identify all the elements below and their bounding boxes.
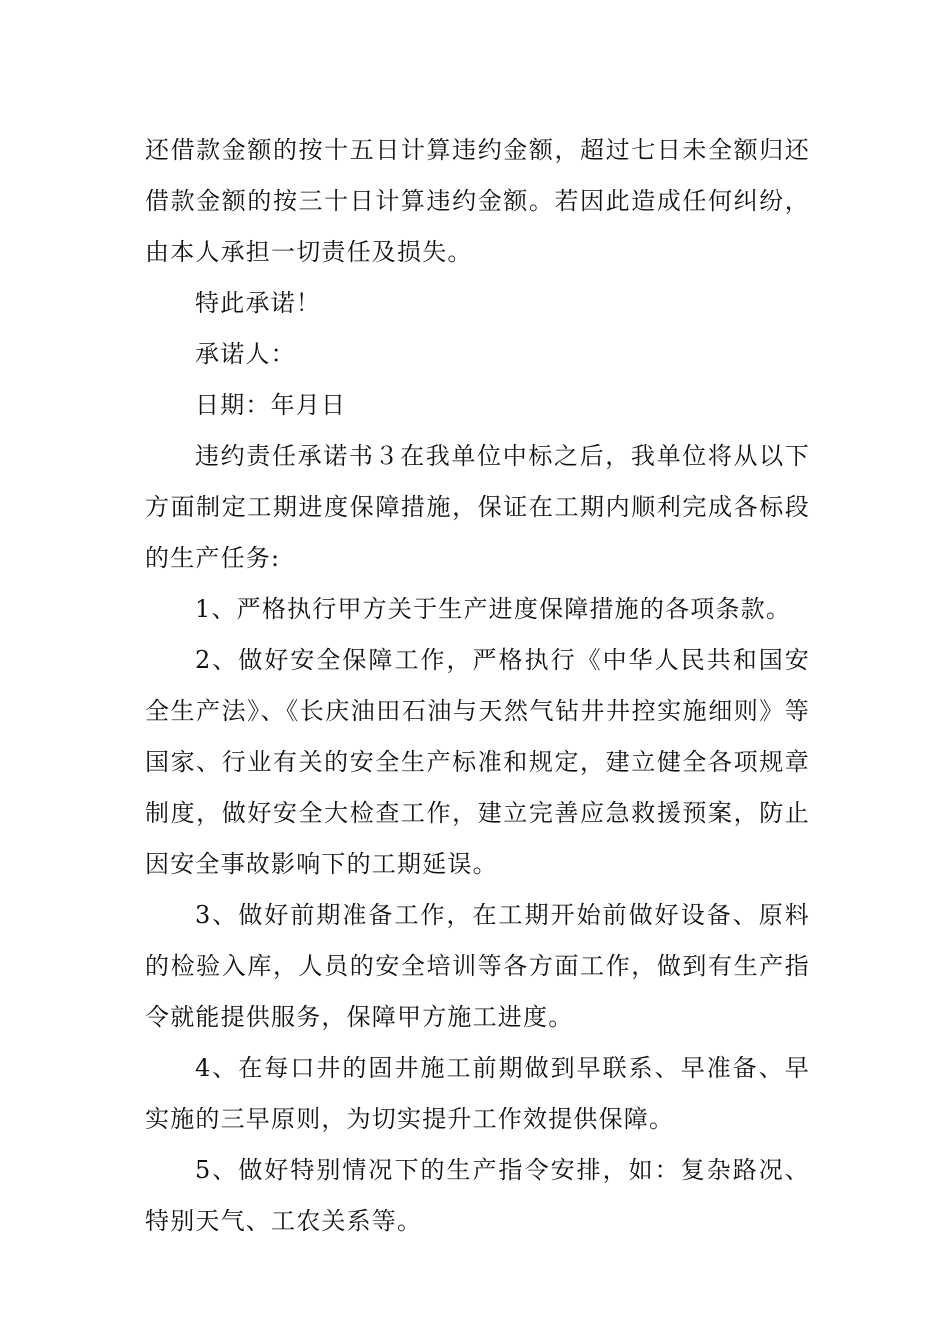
paragraph-item-1: 1、严格执行甲方关于生产进度保障措施的各项条款。 (195, 595, 792, 623)
paragraph-declaration: 特此承诺！ (195, 289, 321, 317)
paragraph-intro: 违约责任承诺书３在我单位中标之后，我单位将从以下方面制定工期进度保障措施，保证在工期内顺利完成各标段的生产任务: (145, 442, 810, 572)
paragraph-item-2: 2、做好安全保障工作，严格执行《中华人民共和国安全生产法》、《长庆油田石油与天然气钻井井控实施细则》等国家、行业有关的安全生产标准和规定，建立健全各项规章制度，做好安全大检查工作，建立完善应急救援预案，防止因安全事故影响下的工期延误。 (145, 646, 810, 878)
paragraph-promisor: 承诺人： (195, 340, 296, 368)
document-body (145, 125, 810, 1247)
paragraph-item-3: 3、做好前期准备工作，在工期开始前做好设备、原料的检验入库，人员的安全培训等各方面工作，做到有生产指令就能提供服务，保障甲方施工进度。 (145, 901, 810, 1031)
paragraph-date: 日期：年月日 (195, 391, 347, 419)
paragraph-item-4: 4、在每口井的固井施工前期做到早联系、早准备、早实施的三早原则，为切实提升工作效提供保障。 (145, 1054, 810, 1133)
paragraph-item-5: 5、做好特别情况下的生产指令安排，如：复杂路况、特别天气、工农关系等。 (145, 1156, 810, 1235)
paragraph-continuation: 还借款金额的按十五日计算违约金额，超过七日未全额归还借款金额的按三十日计算违约金额。若因此造成任何纠纷，由本人承担一切责任及损失。 (145, 136, 810, 266)
